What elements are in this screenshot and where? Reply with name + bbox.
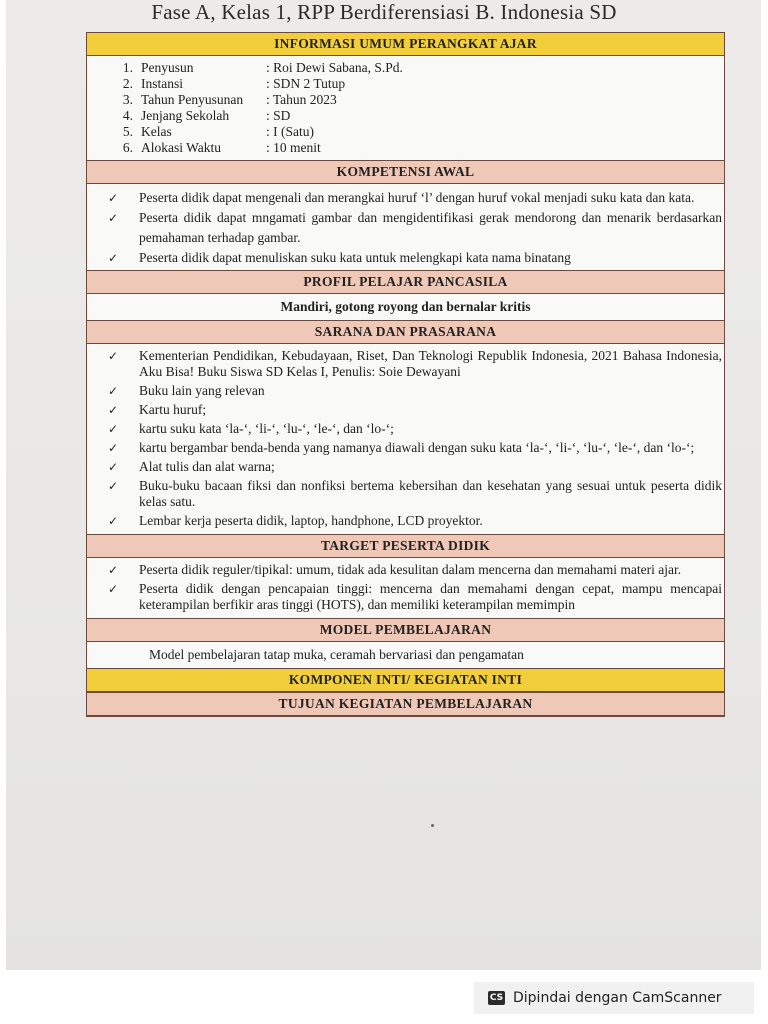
list-item xyxy=(87,348,724,380)
info-label: Jenjang Sekolah xyxy=(141,108,230,123)
info-value: : I (Satu) xyxy=(266,124,314,139)
list-item-text: Lembar kerja peserta didik, laptop, handphone, LCD proyektor. xyxy=(139,513,483,528)
sarana-box xyxy=(87,344,724,534)
info-num: 5. xyxy=(122,124,133,139)
target-list xyxy=(87,558,724,618)
model-text: Model pembelajaran tatap muka, ceramah bervariasi dan pengamatan xyxy=(87,642,724,668)
list-item xyxy=(87,440,724,456)
checkmark-icon: ✓ xyxy=(107,479,119,493)
section-header-komponen-inti: KOMPONEN INTI/ KEGIATAN INTI xyxy=(87,668,724,692)
checkmark-icon: ✓ xyxy=(107,251,119,265)
info-row xyxy=(87,108,724,124)
checkmark-icon: ✓ xyxy=(107,514,119,528)
informasi-umum-list xyxy=(87,56,724,160)
info-label: Alokasi Waktu xyxy=(141,140,222,155)
camscanner-badge xyxy=(474,982,754,1014)
checkmark-icon: ✓ xyxy=(107,403,119,417)
section-header-informasi-umum: INFORMASI UMUM PERANGKAT AJAR xyxy=(87,33,724,56)
list-item-text: Alat tulis dan alat warna; xyxy=(139,459,275,474)
info-num: 1. xyxy=(122,60,133,75)
info-row xyxy=(87,92,724,108)
info-row xyxy=(87,140,724,156)
section-header-kompetensi-awal: KOMPETENSI AWAL xyxy=(87,160,724,184)
list-item xyxy=(87,459,724,475)
list-item xyxy=(87,208,724,248)
checkmark-icon: ✓ xyxy=(107,460,119,474)
info-num: 2. xyxy=(122,76,133,91)
list-item-text: Peserta didik dapat mengenali dan merangkai huruf ‘l’ dengan huruf vokal menjadi suku kata dan kata. xyxy=(139,190,695,205)
list-item-text: Peserta didik dengan pencapaian tinggi: mencerna dan memahami dengan cepat, mampu mencapai keterampilan berfikir aras tinggi (HOTS), dan memiliki keterampilan memimpin xyxy=(139,581,722,612)
camscanner-text: Dipindai dengan CamScanner xyxy=(513,990,722,1006)
info-num: 4. xyxy=(122,108,133,123)
section-header-target: TARGET PESERTA DIDIK xyxy=(87,534,724,558)
info-num: 6. xyxy=(122,140,133,155)
list-item xyxy=(87,513,724,529)
target-box xyxy=(87,558,724,618)
section-header-profil-pelajar: PROFIL PELAJAR PANCASILA xyxy=(87,270,724,294)
list-item-text: Peserta didik dapat mngamati gambar dan mengidentifikasi gerak mendorong dan menarik berdasarkan pemahaman terhadap gambar. xyxy=(139,210,722,245)
info-label: Tahun Penyusunan xyxy=(141,92,244,107)
checkmark-icon: ✓ xyxy=(107,211,119,225)
checkmark-icon: ✓ xyxy=(107,441,119,455)
page-title: Fase A, Kelas 1, RPP Berdiferensiasi B. Indonesia SD xyxy=(151,0,617,24)
list-item xyxy=(87,562,724,578)
list-item-text: kartu suku kata ‘la-‘, ‘li-‘, ‘lu-‘, ‘le-‘, dan ‘lo-‘; xyxy=(139,421,394,436)
profil-pelajar-text: Mandiri, gotong royong dan bernalar kritis xyxy=(87,294,724,320)
info-num: 3. xyxy=(122,92,133,107)
list-item xyxy=(87,248,724,268)
section-header-model: MODEL PEMBELAJARAN xyxy=(87,618,724,642)
info-label: Kelas xyxy=(141,124,172,139)
list-item xyxy=(87,421,724,437)
camscanner-icon: CS xyxy=(489,993,504,1003)
info-row xyxy=(87,60,724,76)
info-row xyxy=(87,124,724,140)
list-item-text: Buku lain yang relevan xyxy=(139,383,265,398)
list-item-text: Kementerian Pendidikan, Kebudayaan, Riset, Dan Teknologi Republik Indonesia, 2021 Bahasa Indonesia, Aku Bisa! Buku Siswa SD Kelas I, Penulis: Soie Dewayani xyxy=(139,348,722,379)
list-item xyxy=(87,581,724,613)
list-item xyxy=(87,188,724,208)
scan-speck xyxy=(431,824,434,827)
info-value: : 10 menit xyxy=(266,140,321,155)
info-value: : Tahun 2023 xyxy=(266,92,337,107)
kompetensi-awal-list xyxy=(87,184,724,270)
checkmark-icon: ✓ xyxy=(107,563,119,577)
info-value: : SDN 2 Tutup xyxy=(266,76,346,91)
list-item-text: kartu bergambar benda-benda yang namanya diawali dengan suku kata ‘la-‘, ‘li-‘, ‘lu-‘, ‘le-‘, dan ‘lo-‘; xyxy=(139,440,695,455)
checkmark-icon: ✓ xyxy=(107,349,119,363)
sarana-list xyxy=(87,344,724,534)
kompetensi-awal-box xyxy=(87,184,724,270)
info-value: : Roi Dewi Sabana, S.Pd. xyxy=(266,60,403,75)
checkmark-icon: ✓ xyxy=(107,191,119,205)
checkmark-icon: ✓ xyxy=(107,582,119,596)
info-label: Penyusun xyxy=(141,60,194,75)
list-item xyxy=(87,478,724,510)
list-item-text: Peserta didik dapat menuliskan suku kata untuk melengkapi kata nama binatang xyxy=(139,250,571,265)
list-item-text: Buku-buku bacaan fiksi dan nonfiksi bertema kebersihan dan kesehatan yang sesuai untuk peserta didik kelas satu. xyxy=(139,478,722,509)
checkmark-icon: ✓ xyxy=(107,384,119,398)
info-row xyxy=(87,76,724,92)
list-item xyxy=(87,383,724,399)
checkmark-icon: ✓ xyxy=(107,422,119,436)
info-value: : SD xyxy=(266,108,291,123)
list-item-text: Kartu huruf; xyxy=(139,402,207,417)
rpp-document xyxy=(86,32,725,717)
list-item-text: Peserta didik reguler/tipikal: umum, tidak ada kesulitan dalam mencerna dan memahami materi ajar. xyxy=(139,562,682,577)
section-header-sarana: SARANA DAN PRASARANA xyxy=(87,320,724,344)
list-item xyxy=(87,402,724,418)
info-label: Instansi xyxy=(141,76,183,91)
section-header-tujuan: TUJUAN KEGIATAN PEMBELAJARAN xyxy=(87,692,724,716)
